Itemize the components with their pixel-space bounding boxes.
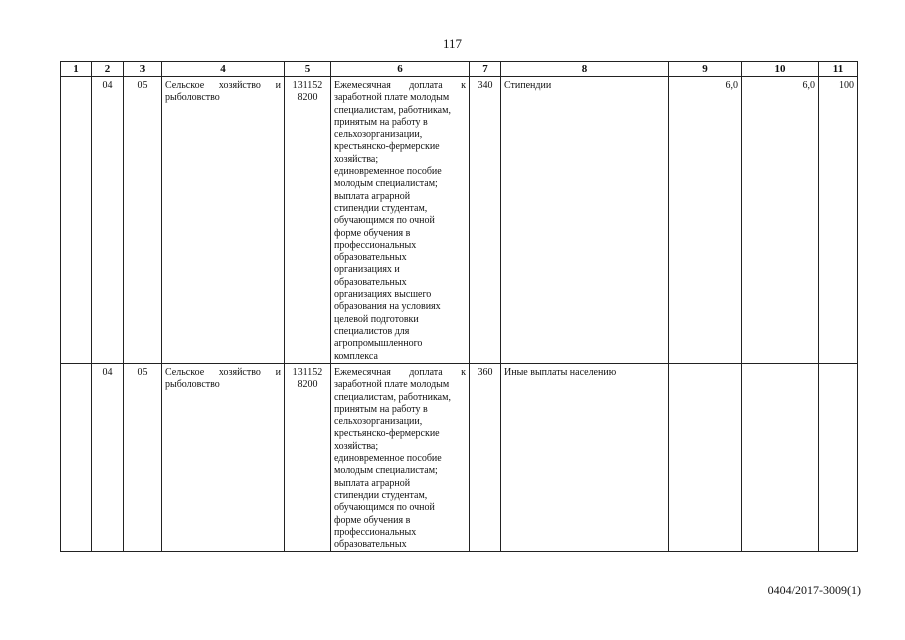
description-line: специалистам, работникам, bbox=[334, 391, 451, 403]
description-line: профессиональных bbox=[334, 239, 417, 251]
header-col-4: 4 bbox=[162, 62, 285, 77]
cell-col-1 bbox=[61, 77, 92, 364]
description-line: организациях и bbox=[334, 264, 400, 276]
cell-value-col-9 bbox=[669, 364, 742, 552]
description-line: специалистам, работникам, bbox=[334, 104, 451, 116]
description-line: обучающимся по очной bbox=[334, 215, 435, 227]
header-col-9: 9 bbox=[669, 62, 742, 77]
description-word: Ежемесячная bbox=[334, 80, 391, 91]
description-word: Ежемесячная bbox=[334, 367, 391, 378]
header-col-3: 3 bbox=[124, 62, 162, 77]
description-line: крестьянско-фермерские bbox=[334, 141, 440, 153]
description-line: сельхозорганизации, bbox=[334, 416, 423, 428]
cell-subsection: 05 bbox=[124, 77, 162, 364]
header-col-5: 5 bbox=[285, 62, 331, 77]
header-col-8: 8 bbox=[501, 62, 669, 77]
target-code-line-1: 131152 bbox=[292, 367, 323, 378]
cell-description bbox=[331, 77, 470, 364]
description-line: заработной плате молодым bbox=[334, 92, 450, 104]
target-code-line-1: 131152 bbox=[292, 80, 323, 91]
description-line: агропромышленного bbox=[334, 338, 423, 350]
page-number: 117 bbox=[442, 36, 463, 51]
description-line bbox=[334, 80, 466, 92]
description-line: крестьянско-фермерские bbox=[334, 428, 440, 440]
description-line: стипендии студентам, bbox=[334, 202, 428, 214]
description-line: хозяйства; bbox=[334, 440, 379, 452]
description-word: доплата bbox=[409, 367, 443, 378]
cell-target-code bbox=[285, 77, 331, 364]
description-word: к bbox=[461, 80, 466, 91]
header-col-1: 1 bbox=[61, 62, 92, 77]
cell-expense-name: Стипендии bbox=[501, 77, 669, 364]
budget-table bbox=[60, 61, 858, 552]
table-row bbox=[61, 364, 858, 552]
cell-expense-code: 340 bbox=[470, 77, 501, 364]
target-code-line-2: 8200 bbox=[297, 379, 318, 391]
description-line: стипендии студентам, bbox=[334, 489, 428, 501]
description-line: образовательных bbox=[334, 539, 407, 551]
description-line: специалистов для bbox=[334, 325, 410, 337]
description-line: молодым специалистам; bbox=[334, 465, 438, 477]
cell-target-code bbox=[285, 364, 331, 552]
cell-section-name: Сельское хозяйство и рыболовство bbox=[162, 364, 285, 552]
document-code: 0404/2017-3009(1) bbox=[767, 583, 861, 597]
description-line: молодым специалистам; bbox=[334, 178, 438, 190]
description-line: образовательных bbox=[334, 252, 407, 264]
cell-description bbox=[331, 364, 470, 552]
description-line: организациях высшего bbox=[334, 289, 432, 301]
description-line: сельхозорганизации, bbox=[334, 129, 423, 141]
cell-subsection: 05 bbox=[124, 364, 162, 552]
description-word: доплата bbox=[409, 80, 443, 91]
description-line: принятым на работу в bbox=[334, 403, 428, 415]
table-row bbox=[61, 77, 858, 364]
cell-section-name: Сельское хозяйство и рыболовство bbox=[162, 77, 285, 364]
cell-section: 04 bbox=[92, 364, 124, 552]
target-code-line-2: 8200 bbox=[297, 92, 318, 104]
description-line bbox=[334, 367, 466, 379]
description-line: целевой подготовки bbox=[334, 313, 419, 325]
description-line: обучающимся по очной bbox=[334, 502, 435, 514]
cell-col-1 bbox=[61, 364, 92, 552]
header-col-6: 6 bbox=[331, 62, 470, 77]
cell-value-col-11 bbox=[819, 364, 858, 552]
cell-value-col-9: 6,0 bbox=[669, 77, 742, 364]
header-col-10: 10 bbox=[742, 62, 819, 77]
cell-value-col-11: 100 bbox=[819, 77, 858, 364]
cell-expense-name: Иные выплаты населению bbox=[501, 364, 669, 552]
description-line: единовременное пособие bbox=[334, 166, 442, 178]
description-line: принятым на работу в bbox=[334, 116, 428, 128]
cell-expense-code: 360 bbox=[470, 364, 501, 552]
cell-section: 04 bbox=[92, 77, 124, 364]
description-line: хозяйства; bbox=[334, 153, 379, 165]
description-line: форме обучения в bbox=[334, 227, 411, 239]
cell-value-col-10 bbox=[742, 364, 819, 552]
description-line: единовременное пособие bbox=[334, 453, 442, 465]
description-word: к bbox=[461, 367, 466, 378]
cell-value-col-10: 6,0 bbox=[742, 77, 819, 364]
header-row bbox=[61, 62, 858, 77]
header-col-7: 7 bbox=[470, 62, 501, 77]
description-line: выплата аграрной bbox=[334, 190, 411, 202]
description-line: форме обучения в bbox=[334, 514, 411, 526]
description-line: комплекса bbox=[334, 350, 378, 362]
description-line: выплата аграрной bbox=[334, 477, 411, 489]
description-line: профессиональных bbox=[334, 526, 417, 538]
header-col-11: 11 bbox=[819, 62, 858, 77]
description-line: образовательных bbox=[334, 276, 407, 288]
description-line: образования на условиях bbox=[334, 301, 441, 313]
header-col-2: 2 bbox=[92, 62, 124, 77]
description-line: заработной плате молодым bbox=[334, 379, 450, 391]
